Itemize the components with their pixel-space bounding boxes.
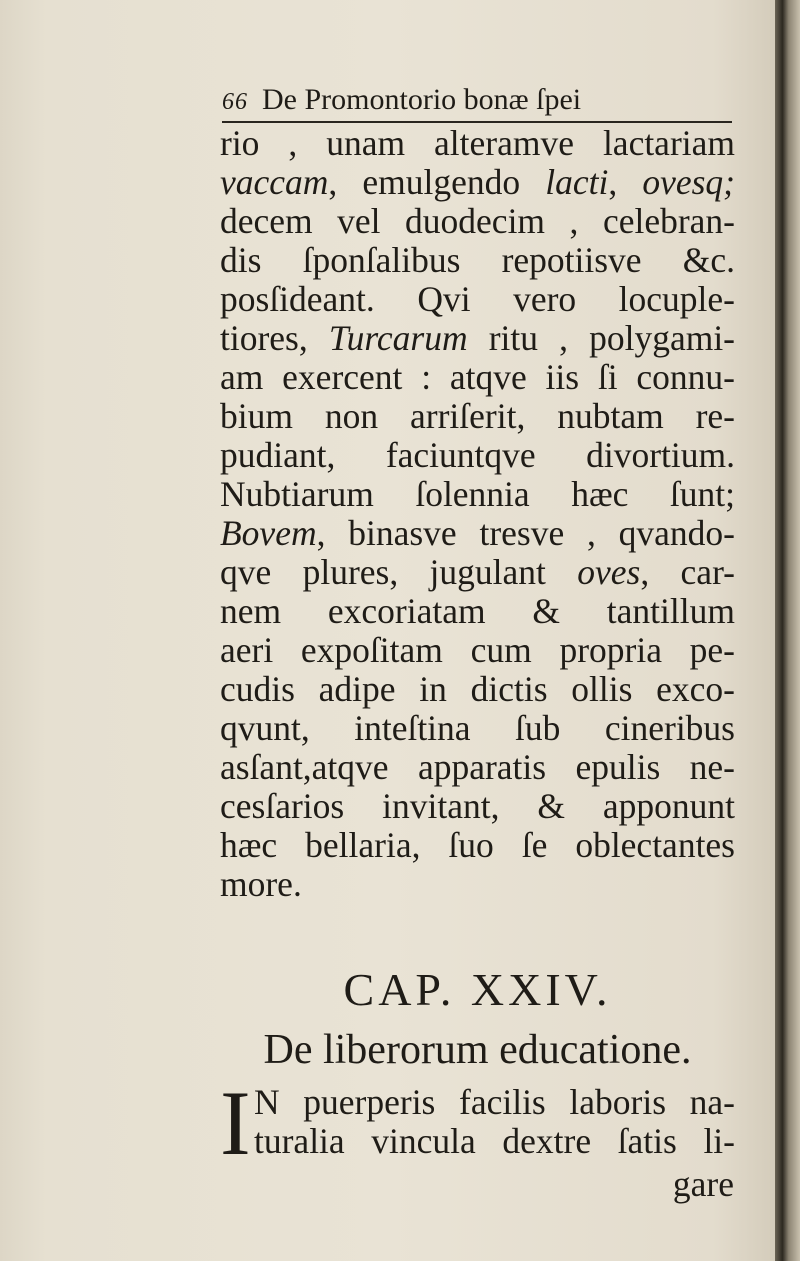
text-run: Nubtiarum ſolennia hæc ſunt;: [220, 474, 735, 514]
text-run: cudis adipe in dictis ollis exco-: [220, 669, 735, 709]
text-line: [220, 826, 735, 865]
italic-word: lacti: [545, 162, 609, 202]
text-run: posſideant. Qvi vero locuple-: [220, 279, 735, 319]
text-line: [220, 358, 735, 397]
text-line: [220, 709, 735, 748]
text-line: [220, 475, 735, 514]
text-line: [220, 748, 735, 787]
italic-word: Turcarum: [328, 318, 468, 358]
text-line: [220, 592, 735, 631]
text-line: [220, 202, 735, 241]
running-header: [222, 82, 732, 122]
text-run: asſant,atqve apparatis epulis ne-: [220, 747, 735, 787]
text-line: [220, 865, 735, 904]
text-line: [220, 631, 735, 670]
chapter-heading: CAP. XXIV.: [343, 964, 612, 1015]
book-gutter: [775, 0, 800, 1261]
text-run: hæc bellaria, ſuo ſe oblectantes: [220, 825, 735, 865]
italic-word: Bovem: [220, 513, 317, 553]
text-run: bium non arriſerit, nubtam re-: [220, 396, 735, 436]
text-run: aeri expoſitam cum propria pe-: [220, 630, 735, 670]
text-run: , car-: [640, 552, 736, 592]
text-line: [220, 553, 735, 592]
text-run: more.: [220, 864, 302, 904]
text-run: decem vel duodecim , celebran-: [220, 201, 735, 241]
text-run: qvunt, inteſtina ſub cineribus: [220, 708, 735, 748]
text-line: [220, 124, 735, 163]
text-line: [220, 241, 735, 280]
text-run: dis ſponſalibus repotiisve &c.: [220, 240, 735, 280]
italic-word: ovesq;: [642, 162, 735, 202]
chapter-title: De liberorum educatione.: [263, 1027, 692, 1073]
text-run: rio , unam alteramve lactariam: [220, 123, 735, 163]
text-line: [220, 670, 735, 709]
text-line: [220, 280, 735, 319]
catchword: gare: [672, 1164, 734, 1204]
text-line: [220, 514, 735, 553]
drop-cap: I: [220, 1072, 251, 1174]
body-text: [220, 124, 735, 904]
text-run: am exercent : atqve iis ſi connu-: [220, 357, 735, 397]
paragraph-line: turalia vincula dextre ſatis li-: [254, 1121, 735, 1161]
text-run: , emulgendo: [328, 162, 546, 202]
italic-word: vaccam: [220, 162, 329, 202]
text-run: pudiant, faciuntqve divortium.: [220, 435, 735, 475]
text-run: cesſarios invitant, & apponunt: [220, 786, 735, 826]
text-line: [220, 397, 735, 436]
text-run: , binasve tresve , qvando-: [316, 513, 735, 553]
paragraph-line: N puerperis facilis laboris na-: [254, 1082, 735, 1122]
text-run: ritu , polygami-: [467, 318, 736, 358]
text-run: nem excoriatam & tantillum: [220, 591, 735, 631]
text-run: qve plures, jugulant: [220, 552, 578, 592]
text-line: [220, 436, 735, 475]
text-run: tiores,: [220, 318, 329, 358]
opening-paragraph: [220, 1072, 735, 1174]
running-title: De Promontorio bonæ ſpei: [262, 83, 582, 116]
italic-word: oves: [577, 552, 641, 592]
text-line: [220, 787, 735, 826]
page-number: 66: [222, 89, 248, 115]
text-line: [220, 163, 735, 202]
text-line: [220, 319, 735, 358]
text-run: ,: [608, 162, 643, 202]
